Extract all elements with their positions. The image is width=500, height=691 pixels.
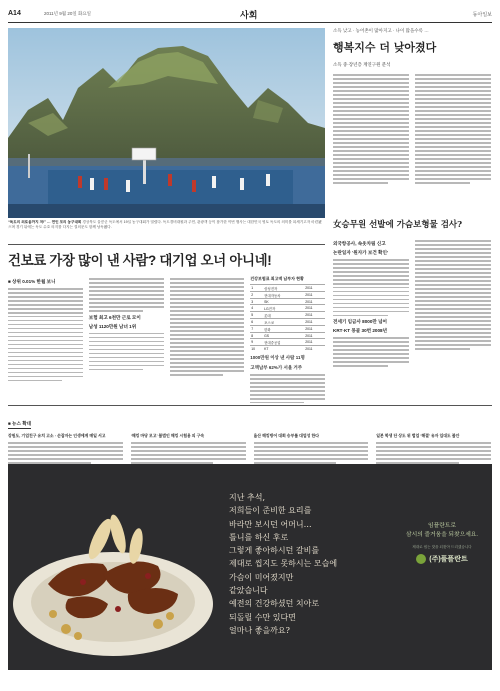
table-cell: 2011	[304, 299, 325, 305]
ad-poem	[229, 491, 379, 637]
island-basketball-illustration	[8, 28, 325, 218]
table-cell: KT	[263, 346, 304, 352]
table-cell: 2011	[304, 346, 325, 352]
digest-title: 울산 해킹방어 대회 승부를 대업성 한다	[253, 433, 320, 438]
caption-title: “독도의 외로움까지 저!” … 연인 모의 농구대회	[8, 220, 82, 224]
table-cell: 2011	[304, 333, 325, 339]
table-row	[250, 292, 325, 299]
article-subheading: 보험 최고 6천만 근로 모이	[88, 314, 141, 320]
digest-item	[254, 433, 369, 466]
table-row	[250, 285, 325, 292]
article-subhead: 소득 중·장년층 계연구원 분석	[333, 62, 391, 67]
table-cell: 6	[250, 319, 263, 326]
poem-line: 그렇게 좋아하시던 갈비를	[229, 546, 320, 556]
table-row	[250, 339, 325, 346]
poem-line: 가슴이 미어졌지만	[229, 572, 294, 582]
flight-attendant-article	[333, 218, 491, 402]
article-subheading: 남성 1120만원 남녀 1위	[88, 323, 137, 329]
table-cell: 2011	[304, 312, 325, 319]
divider	[8, 405, 492, 406]
digest-title: 일본 학생 단 상도 위 법업 ‘해결’ 유자 입대도 불안	[376, 433, 460, 438]
table-cell: 2011	[304, 305, 325, 312]
digest-item	[8, 433, 123, 466]
table-cell: 현대자동차	[263, 292, 304, 299]
poem-line: 제대로 씹지도 못하시는 모습에	[229, 559, 338, 569]
article-headline: 행복지수 더 낮아졌다	[333, 41, 437, 54]
table-cell: 롯데	[263, 312, 304, 319]
table-cell: 7	[250, 326, 263, 333]
digest-title: 강원도, 기업친구 유치 고소 · 손잡자는 인생에게 매일 서고	[8, 433, 106, 438]
poem-line: 예전의 건강하셨던 치아로	[229, 599, 320, 609]
leaf-icon	[416, 554, 426, 564]
publisher-name: 동아일보	[472, 12, 492, 18]
happiness-index-article	[333, 28, 491, 211]
food-plate-illustration	[8, 464, 228, 670]
article-subheading: 논란일자 ‘원자가 보건 확인’	[333, 250, 389, 255]
digest-item	[131, 433, 246, 466]
table-row	[250, 305, 325, 312]
table-cell: 한화	[263, 326, 304, 333]
table-cell: 1	[250, 285, 263, 292]
implant-advertisement	[8, 464, 492, 670]
article-subheading: KRT·KT 몽골 30번 2008년	[333, 328, 388, 334]
table-cell: LG전자	[263, 305, 304, 312]
premium-table	[250, 284, 325, 351]
brand-subline: 제대로 씹는 맛을 되찾아 드리겠습니다	[412, 545, 472, 549]
brand-logo	[396, 554, 488, 564]
poem-line: 저희들이 준비한 요리를	[229, 506, 312, 516]
table-cell: GS	[263, 333, 304, 339]
brand-tagline: 삼시의 즐거움을 되찾으세요.	[405, 532, 479, 538]
table-cell: SK	[263, 299, 304, 305]
table-cell: 2011	[304, 326, 325, 333]
poem-line: 같았습니다	[229, 586, 268, 596]
table-cell: 삼성전자	[263, 285, 304, 292]
table-cell: 현대중공업	[263, 339, 304, 346]
mini-headline: 1000만원 이상 낸 사람 11명	[250, 355, 305, 360]
mini-headline: 고액납부 62%가 서울 거주	[250, 365, 303, 370]
brand-name: (주)풀플란트	[429, 556, 468, 563]
table-cell: 8	[250, 333, 263, 339]
page-number: A14	[8, 10, 21, 17]
page-header	[8, 8, 492, 23]
table-cell: 10	[250, 346, 263, 352]
table-cell: 2011	[304, 285, 325, 292]
article-headline: 女승무원 선발에 가슴보형물 검사?	[333, 220, 463, 230]
digest-item	[376, 433, 491, 466]
table-cell: 2011	[304, 339, 325, 346]
digest-tag: ■ 뉴스 확대	[8, 421, 31, 429]
section-title: 사회	[240, 11, 258, 21]
article-kicker: 소득 낮고 · 농어촌이 많아지고 · 나이 많을수록 …	[333, 28, 429, 33]
poem-line: 틀니를 하신 후로	[229, 532, 289, 542]
poem-line: 얼마나 좋을까요?	[229, 625, 290, 635]
news-photo	[8, 28, 325, 218]
issue-date: 2011년 9월 20일 화요일	[44, 11, 92, 16]
table-row	[250, 326, 325, 333]
poem-line: 되돌릴 수만 있다면	[229, 612, 296, 622]
table-cell: 9	[250, 339, 263, 346]
digest-title: ‘해킹 마당 모고’ 불법인 해킹 시험용 의 구속	[130, 433, 205, 438]
main-headline: 건보료 가장 많이 낸 사람? 대기업 오너 아니네!	[8, 253, 272, 268]
table-cell: 포스코	[263, 319, 304, 326]
poem-line: 바라만 보시던 어머니…	[229, 519, 312, 529]
table-row	[250, 346, 325, 352]
table-title: 건강보험료 최고액 납부자 현황	[250, 276, 304, 281]
table-row	[250, 319, 325, 326]
ad-brand-block	[396, 522, 488, 564]
article-subheading: 전세기 임금사 8000만 넘어	[333, 319, 387, 325]
divider	[8, 244, 325, 245]
poem-line: 지난 추석,	[229, 493, 265, 502]
news-digest-strip	[8, 410, 491, 458]
table-row	[250, 312, 325, 319]
article-body	[333, 72, 491, 186]
article-subheading: 외국항공사, 속옷차림 신고	[333, 241, 386, 246]
brand-tagline: 임플란트로	[428, 523, 456, 529]
photo-caption	[8, 220, 325, 240]
table-cell: 4	[250, 305, 263, 312]
article-subheading: ■ 상위 0.01% 한월 보니	[8, 279, 56, 284]
table-cell: 2	[250, 292, 263, 299]
main-article	[8, 276, 325, 402]
caption-body: 경상북도 울릉군 독도에서 19일 농구대회가 열렸다. 독도경비대원과 주민, 관광객 등이 참가한 이번 행사는 대한민국 영토 독도의 의미를 되새기고자 마련됐으며 경기 뒤에는 독도 수호 의지를 다지는 결의문도 함께 낭독됐다.	[8, 220, 322, 229]
table-cell: 2011	[304, 292, 325, 299]
table-cell: 3	[250, 299, 263, 305]
table-cell: 2011	[304, 319, 325, 326]
table-cell: 5	[250, 312, 263, 319]
